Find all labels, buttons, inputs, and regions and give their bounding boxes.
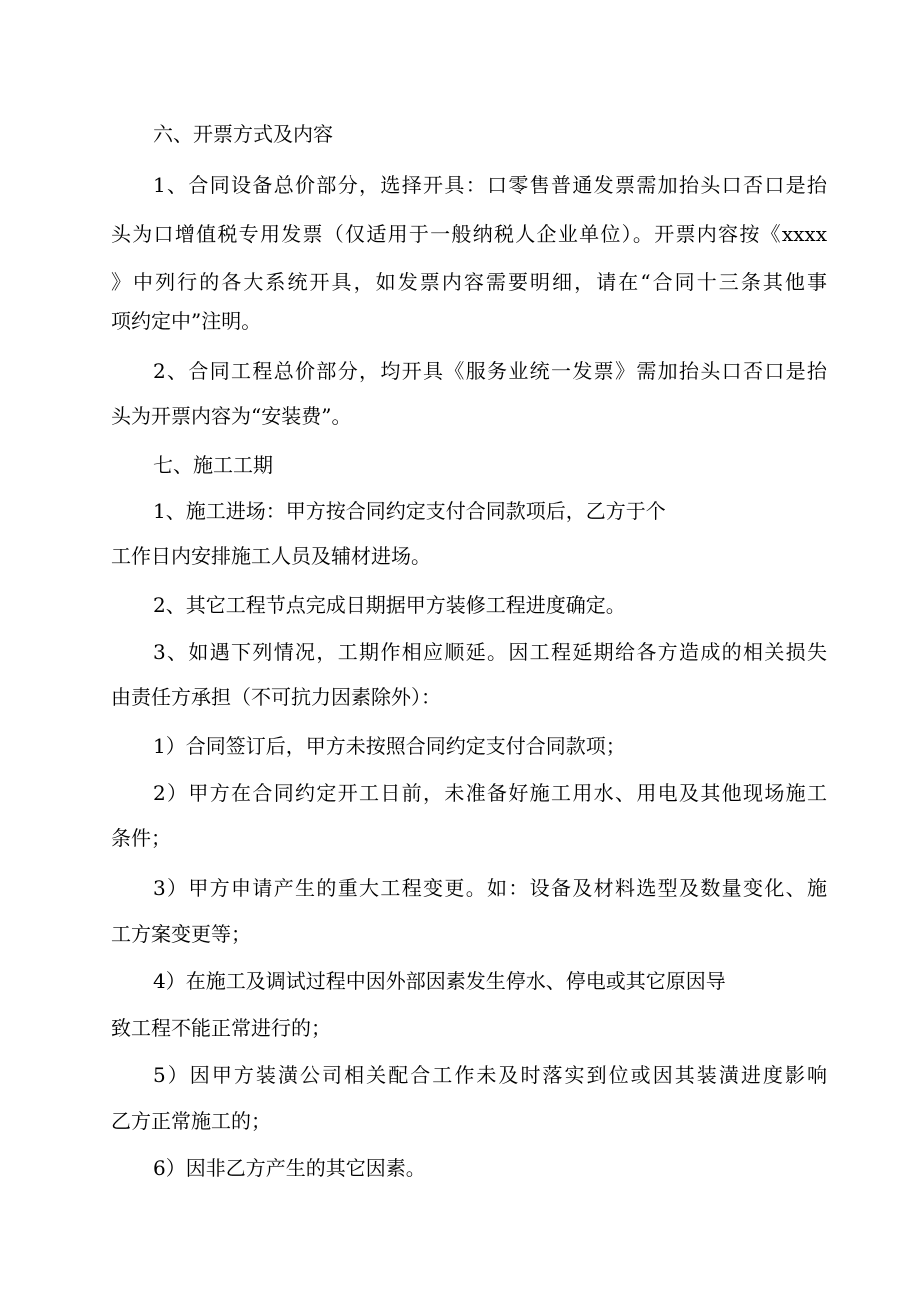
section-6-item-2-line-1: 2、合同工程总价部分，均开具《服务业统一发票》需加抬头口否口是抬	[153, 359, 827, 383]
section-6-heading: 六、开票方式及内容	[153, 122, 333, 146]
section-7-sub-5-line-2: 乙方正常施工的；	[111, 1109, 271, 1133]
section-7-item-1-line-2: 工作日内安排施工人员及辅材进场。	[111, 544, 431, 568]
section-7-item-2: 2、其它工程节点完成日期据甲方装修工程进度确定。	[153, 593, 626, 617]
section-7-sub-3-line-1: 3）甲方申请产生的重大工程变更。如：设备及材料选型及数量变化、施	[153, 876, 827, 900]
section-7-item-1-line-1: 1、施工进场：甲方按合同约定支付合同款项后，乙方于个	[153, 499, 666, 523]
section-7-sub-2-line-2: 条件；	[111, 826, 171, 850]
section-7-sub-4-line-2: 致工程不能正常进行的；	[111, 1016, 331, 1040]
section-6-item-1-line-3: 》中列行的各大系统开具，如发票内容需要明细，请在“合同十三条其他事	[111, 270, 827, 294]
section-6-item-1-line-2: 头为口增值税专用发票（仅适用于一般纳税人企业单位）。开票内容按《xxxx	[111, 222, 827, 246]
section-7-sub-4-line-1: 4）在施工及调试过程中因外部因素发生停水、停电或其它原因导	[153, 969, 726, 993]
section-7-sub-5-line-1: 5）因甲方装潢公司相关配合工作未及时落实到位或因其装潢进度影响	[153, 1063, 827, 1087]
section-7-sub-6: 6）因非乙方产生的其它因素。	[153, 1156, 426, 1180]
section-6-item-1-line-1: 1、合同设备总价部分，选择开具：口零售普通发票需加抬头口否口是抬	[153, 173, 827, 197]
section-7-item-3-line-2: 由责任方承担（不可抗力因素除外）：	[111, 685, 441, 709]
section-6-item-2-line-2: 头为开票内容为“安装费”。	[111, 404, 352, 428]
section-6-item-1-line-4: 项约定中”注明。	[111, 309, 262, 333]
section-7-heading: 七、施工工期	[153, 453, 273, 477]
section-7-item-3-line-1: 3、如遇下列情况，工期作相应顺延。因工程延期给各方造成的相关损失	[153, 640, 827, 664]
section-7-sub-3-line-2: 工方案变更等；	[111, 922, 251, 946]
section-7-sub-1: 1）合同签订后，甲方未按照合同约定支付合同款项；	[153, 734, 626, 758]
section-7-sub-2-line-1: 2）甲方在合同约定开工日前，未准备好施工用水、用电及其他现场施工	[153, 781, 827, 805]
